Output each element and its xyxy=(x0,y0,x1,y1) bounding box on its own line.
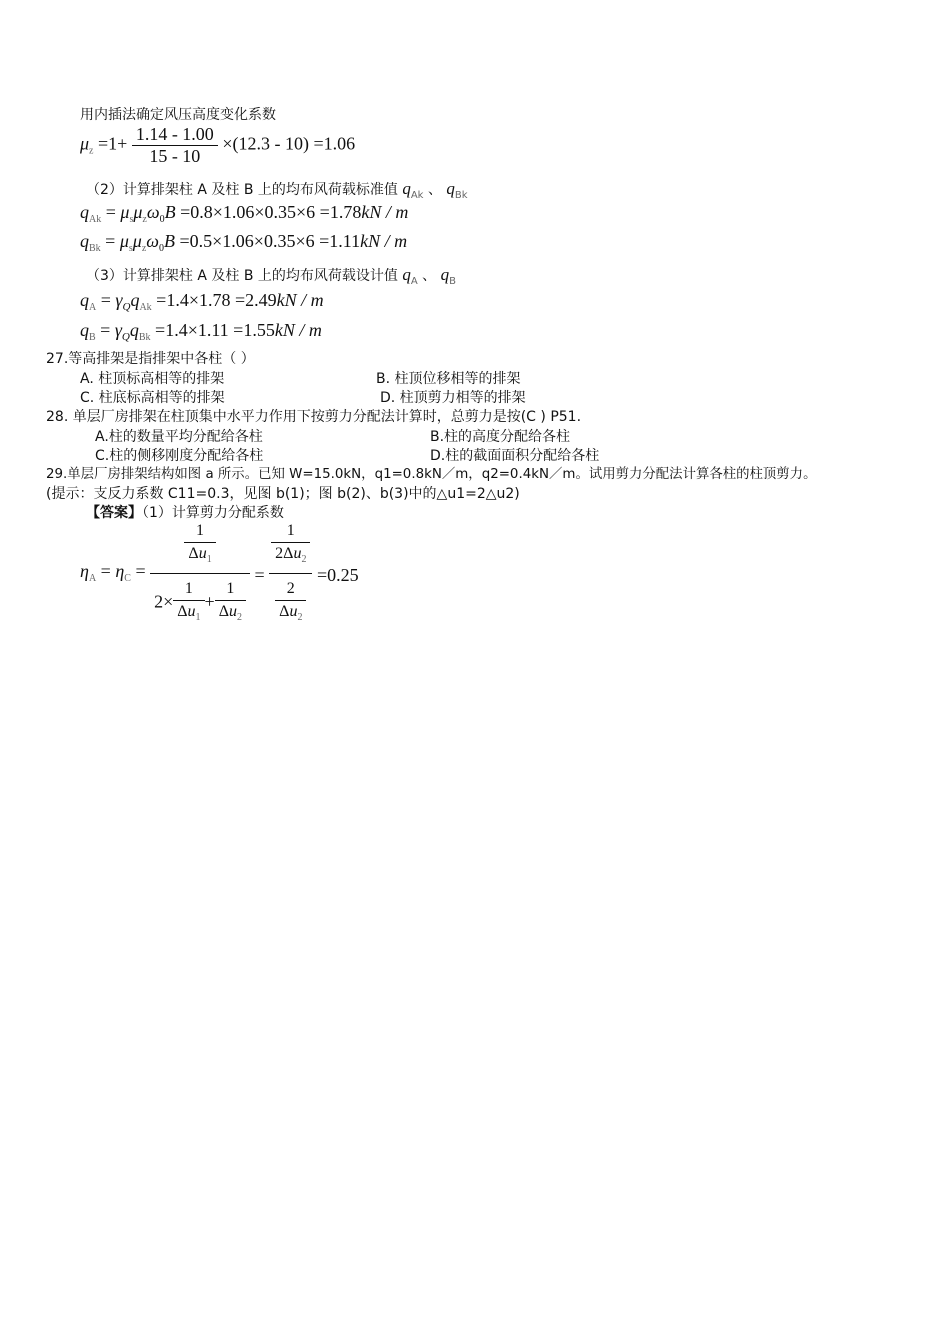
eta-fraction-left: $\frac{1}{\Delta u_1}$ 2× $\frac{1}{\Delta u_1}$ + $\frac{1}{\Delta u_2}$ xyxy=(150,520,250,629)
eq-mu-numerator: 1.14 - 1.00 xyxy=(132,124,218,146)
qa-unit: kN / m xyxy=(276,290,324,310)
q29-stem: 29.单层厂房排架结构如图 a 所示。已知 W=15.0kN，q1=0.8kN／m，q2=0.4kN／m。试用剪力分配法计算各柱的柱顶剪力。 xyxy=(46,467,817,482)
step2-text: （2）计算排架柱 A 及柱 B 上的均布风荷载标准值 xyxy=(86,182,398,198)
eq-mu-fraction xyxy=(132,124,218,167)
qbk-unit: kN / m xyxy=(360,231,408,251)
equation-qak: $q_{Ak} = \mu_s\mu_z\omega_0B =0.8\times 1.06\times 0.35\times 6 =1.78kN / m$ xyxy=(80,202,409,225)
q28-option-c: C.柱的侧移刚度分配给各柱 xyxy=(95,448,264,464)
qb-unit: kN / m xyxy=(274,320,322,340)
equation-qa: $q_A = \gamma_Qq_{Ak} =1.4\times 1.78 =2.49kN / m$ xyxy=(80,290,324,313)
qb-rhs: =1.4×1.11 =1.55 xyxy=(155,320,275,340)
answer-step: （1）计算剪力分配系数 xyxy=(142,505,284,521)
qak-rhs: =0.8×1.06×0.35×6 =1.78 xyxy=(180,202,362,222)
step3-sep: 、 xyxy=(422,268,437,284)
q28-option-b: B.柱的高度分配给各柱 xyxy=(430,429,571,445)
q27-option-a: A. 柱顶标高相等的排架 xyxy=(80,371,225,387)
q27-stem: 27.等高排架是指排架中各柱（ ） xyxy=(46,351,255,367)
q28-option-d: D.柱的截面面积分配给各柱 xyxy=(430,448,600,464)
q28-stem: 28. 单层厂房排架在柱顶集中水平力作用下按剪力分配法计算时，总剪力是按(C ) P51. xyxy=(46,409,582,425)
eq-mu-rhs: ×(12.3 - 10) =1.06 xyxy=(222,133,356,154)
q28-option-a: A.柱的数量平均分配给各柱 xyxy=(95,429,263,445)
eta-fraction-right: $\frac{\frac{1}{2\Delta u_2}}{\frac{2}{\Delta u_2}}$ xyxy=(269,520,312,629)
step2-heading: （2）计算排架柱 A 及柱 B 上的均布风荷载标准值 $q_{Ak}$ 、 $q_{Bk}$ xyxy=(86,179,468,201)
equation-qb: $q_B = \gamma_Qq_{Bk} =1.4\times 1.11 =1.55kN / m$ xyxy=(80,320,322,343)
equation-qbk: $q_{Bk} = \mu_s\mu_z\omega_0B =0.5\times 1.06\times 0.35\times 6 =1.11kN / m$ xyxy=(80,231,408,254)
q27-option-d: D. 柱顶剪力相等的排架 xyxy=(380,390,526,406)
qbk-rhs: =0.5×1.06×0.35×6 =1.11 xyxy=(179,231,361,251)
eta-result: =0.25 xyxy=(316,564,359,585)
q29-hint: (提示：支反力系数 C11=0.3，见图 b(1)；图 b(2)、b(3)中的△u1=2△u2) xyxy=(46,486,520,502)
eq-mu-lhs: =1+ xyxy=(98,133,128,154)
answer-label: 【答案】 xyxy=(86,505,142,521)
step3-text: （3）计算排架柱 A 及柱 B 上的均布风荷载设计值 xyxy=(86,268,398,284)
q27-option-c: C. 柱底标高相等的排架 xyxy=(80,390,225,406)
step3-heading: （3）计算排架柱 A 及柱 B 上的均布风荷载设计值 $q_A$ 、 $q_B$ xyxy=(86,265,456,287)
q27-option-b: B. 柱顶位移相等的排架 xyxy=(376,371,521,387)
equation-eta: $\eta_A = \eta_C$ = $\frac{1}{\Delta u_1}$ 2× $\frac{1}{\Delta u_1}$ + $\frac{1}{\Delta u_2}$ = $\frac{\frac{1}{2\Delta u_2}}{\frac{2}{\Delta u_2}}$ =0.25 xyxy=(80,520,359,629)
qa-rhs: =1.4×1.78 =2.49 xyxy=(156,290,277,310)
step2-sep: 、 xyxy=(427,182,442,198)
equation-mu-z: $\mu_z =1+$ $\frac{1.14 - 1.00}{15 - 10}$ ×(12.3 - 10) =1.06 xyxy=(80,124,356,166)
eq-mu-denominator: 15 - 10 xyxy=(149,146,201,166)
intro-line: 用内插法确定风压高度变化系数 xyxy=(80,107,276,123)
qak-unit: kN / m xyxy=(361,202,409,222)
